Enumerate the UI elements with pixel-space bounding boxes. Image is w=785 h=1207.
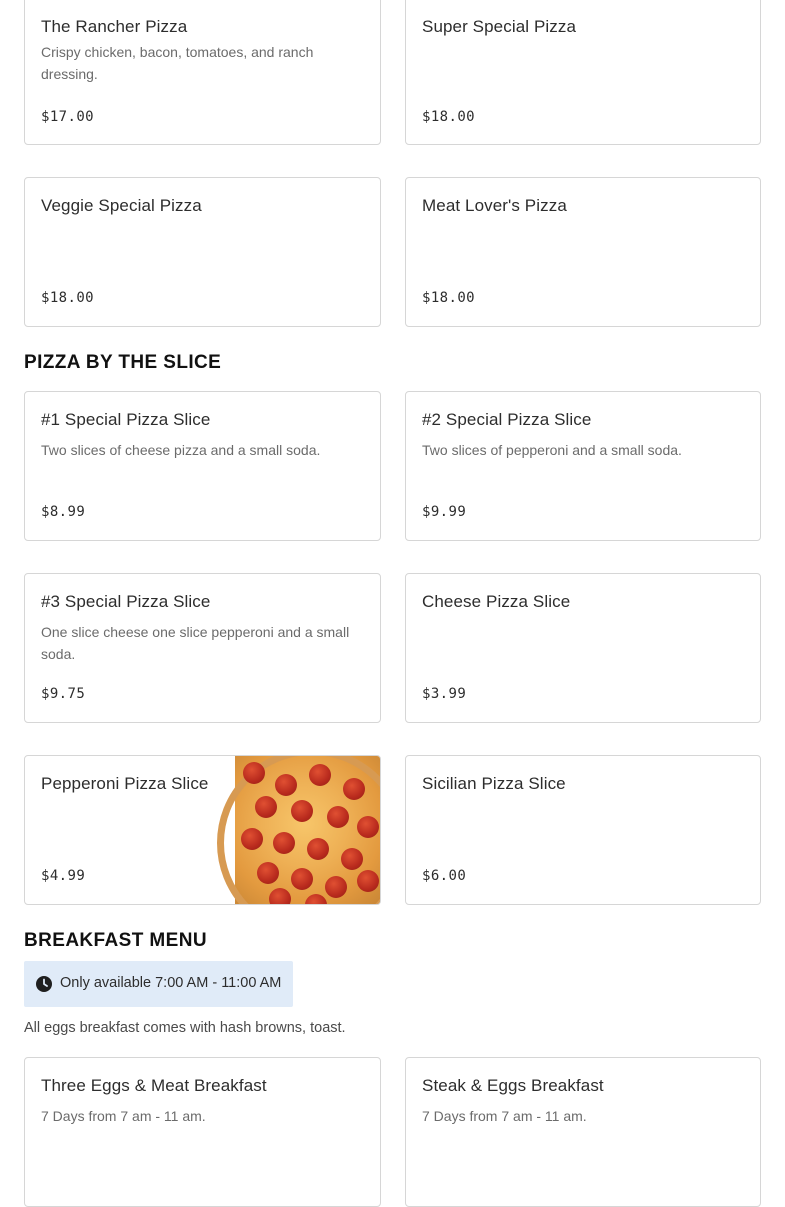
menu-item-card[interactable] [405, 0, 761, 145]
menu-item-price: $3.99 [422, 686, 467, 702]
section-heading-breakfast: BREAKFAST MENU [24, 930, 207, 951]
menu-item-name: Steak & Eggs Breakfast [422, 1076, 604, 1095]
menu-item-card[interactable] [24, 177, 381, 327]
menu-item-price: $4.99 [41, 868, 86, 884]
menu-item-card[interactable] [405, 177, 761, 327]
menu-item-card[interactable] [24, 391, 381, 541]
menu-item-card[interactable] [405, 755, 761, 905]
menu-item-card[interactable] [405, 573, 761, 723]
menu-item-name: Veggie Special Pizza [41, 196, 202, 215]
menu-item-price: $18.00 [422, 290, 475, 306]
menu-item-card[interactable] [24, 1057, 381, 1207]
menu-item-description: 7 Days from 7 am - 11 am. [41, 1108, 206, 1124]
menu-item-name: Super Special Pizza [422, 17, 577, 36]
menu-item-price: $17.00 [41, 109, 94, 125]
section-heading-slice: PIZZA BY THE SLICE [24, 352, 222, 373]
menu-item-name: #3 Special Pizza Slice [41, 592, 211, 611]
menu-item-price: $9.75 [41, 686, 86, 702]
menu-item-card[interactable] [405, 391, 761, 541]
menu-item-name: Three Eggs & Meat Breakfast [41, 1076, 267, 1095]
pepperoni-pizza-photo [235, 756, 380, 905]
menu-item-price: $18.00 [41, 290, 94, 306]
menu-item-price: $8.99 [41, 504, 86, 520]
menu-item-name: Meat Lover's Pizza [422, 196, 567, 215]
menu-item-card[interactable] [24, 755, 381, 905]
menu-item-description: 7 Days from 7 am - 11 am. [422, 1108, 587, 1124]
menu-item-description: Two slices of pepperoni and a small soda. [422, 442, 682, 458]
availability-banner [24, 961, 293, 1007]
menu-item-price: $6.00 [422, 868, 467, 884]
menu-item-name: Pepperoni Pizza Slice [41, 774, 209, 793]
menu-item-description: Two slices of cheese pizza and a small soda. [41, 442, 321, 458]
menu-item-card[interactable] [24, 573, 381, 723]
availability-hours: Only available 7:00 AM - 11:00 AM [60, 975, 282, 991]
menu-item-description: One slice cheese one slice pepperoni and a small soda. [41, 624, 350, 662]
menu-item-name: #2 Special Pizza Slice [422, 410, 592, 429]
menu-item-name: The Rancher Pizza [41, 17, 188, 36]
menu-item-card[interactable] [24, 0, 381, 145]
menu-item-card[interactable] [405, 1057, 761, 1207]
section-note: All eggs breakfast comes with hash browns, toast. [24, 1020, 346, 1036]
menu-item-price: $9.99 [422, 504, 467, 520]
menu-item-name: #1 Special Pizza Slice [41, 410, 211, 429]
menu-item-name: Cheese Pizza Slice [422, 592, 571, 611]
menu-item-price: $18.00 [422, 109, 475, 125]
menu-item-description: Crispy chicken, bacon, tomatoes, and ranch dressing. [41, 44, 314, 82]
clock-icon [36, 976, 52, 992]
menu-item-name: Sicilian Pizza Slice [422, 774, 566, 793]
